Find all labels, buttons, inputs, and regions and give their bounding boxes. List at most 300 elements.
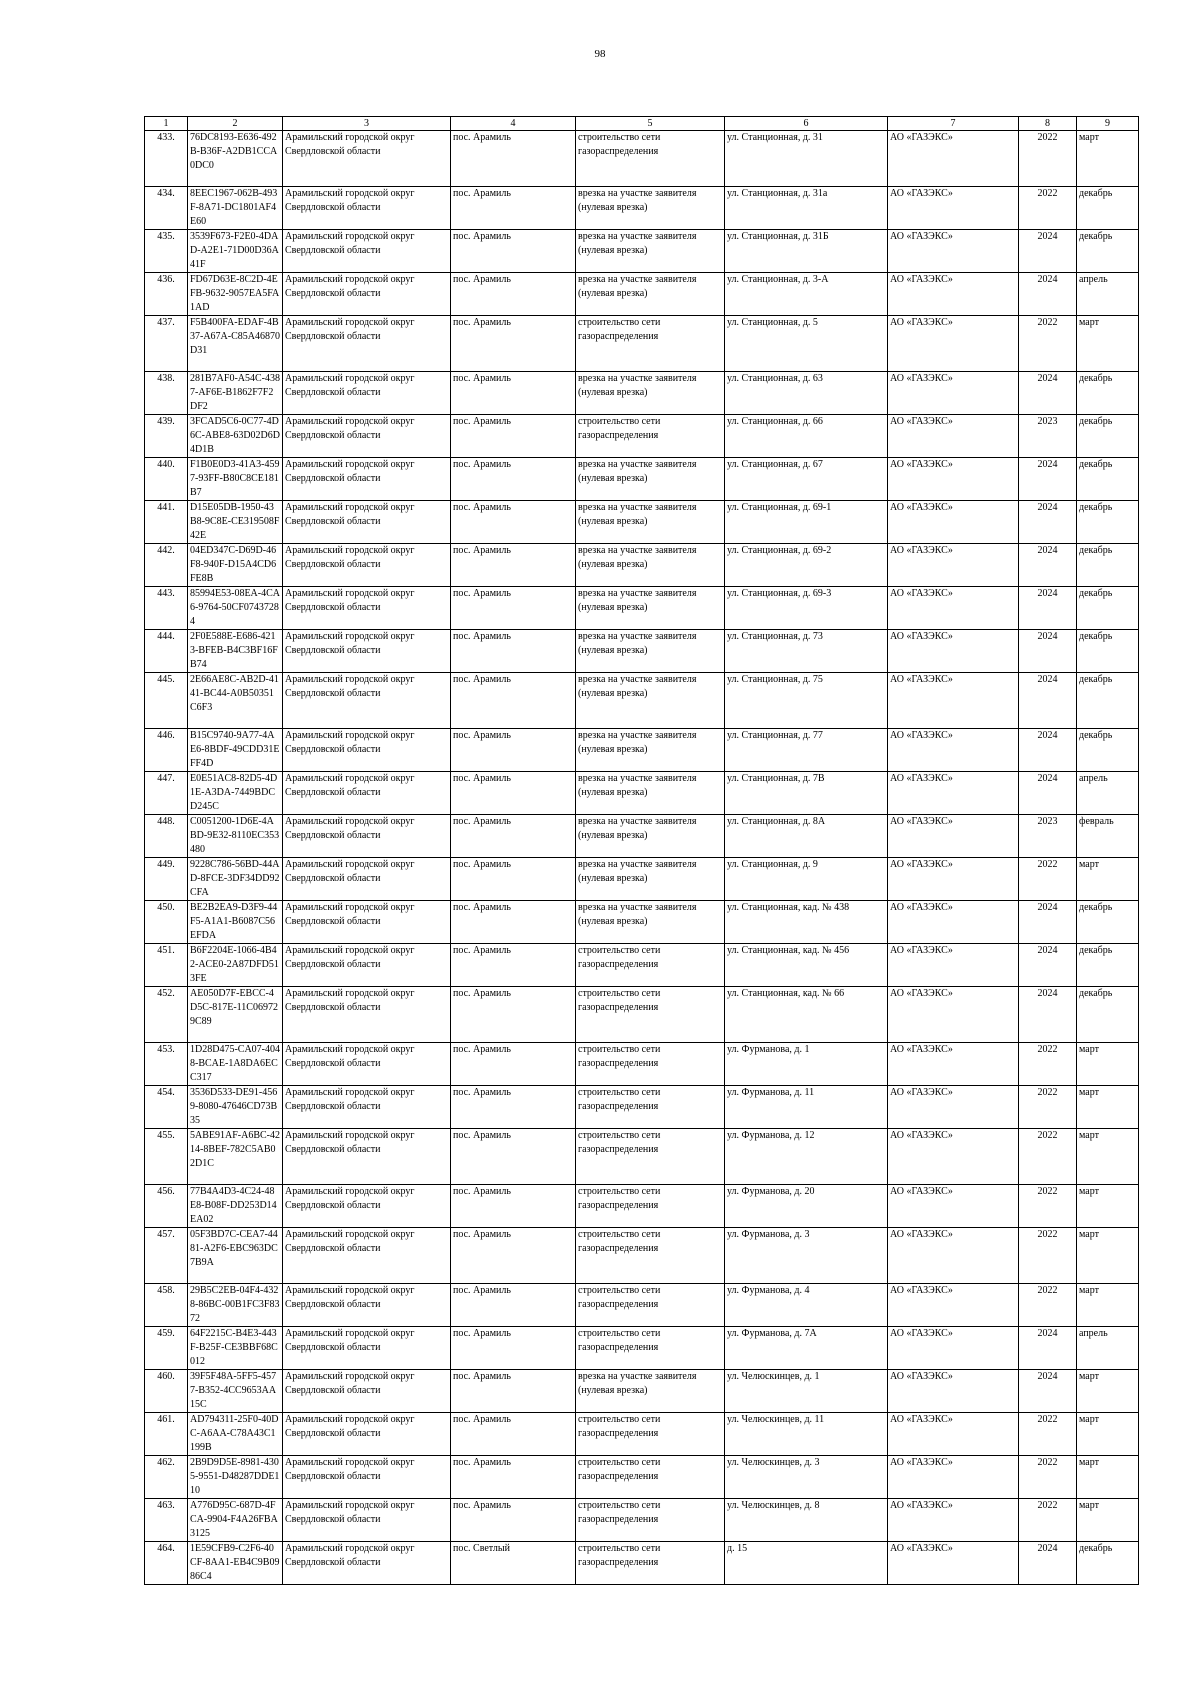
row-id: 76DC8193-E636-492B-B36F-A2DB1CCA0DC0 xyxy=(188,131,283,187)
row-year: 2023 xyxy=(1019,815,1077,858)
row-month: декабрь xyxy=(1077,230,1139,273)
row-month: март xyxy=(1077,1129,1139,1185)
row-month: декабрь xyxy=(1077,1542,1139,1585)
row-month: март xyxy=(1077,1370,1139,1413)
row-settlement: пос. Арамиль xyxy=(451,729,576,772)
row-organization: АО «ГАЗЭКС» xyxy=(888,587,1019,630)
row-address: д. 15 xyxy=(725,1542,888,1585)
table-row xyxy=(145,815,1139,858)
row-organization: АО «ГАЗЭКС» xyxy=(888,729,1019,772)
row-id: AE050D7F-EBCC-4D5C-817E-11C069729C89 xyxy=(188,987,283,1043)
col-header: 2 xyxy=(188,117,283,131)
row-month: март xyxy=(1077,858,1139,901)
col-header: 6 xyxy=(725,117,888,131)
row-id: BE2B2EA9-D3F9-44F5-A1A1-B6087C56EFDA xyxy=(188,901,283,944)
table-row xyxy=(145,987,1139,1043)
row-month: март xyxy=(1077,1185,1139,1228)
row-year: 2022 xyxy=(1019,1086,1077,1129)
row-municipality: Арамильский городской округ Свердловской области xyxy=(283,458,451,501)
row-month: апрель xyxy=(1077,273,1139,316)
table-row xyxy=(145,187,1139,230)
row-number: 463. xyxy=(145,1499,188,1542)
col-header: 1 xyxy=(145,117,188,131)
row-month: март xyxy=(1077,131,1139,187)
row-number: 450. xyxy=(145,901,188,944)
table-row xyxy=(145,458,1139,501)
row-year: 2024 xyxy=(1019,944,1077,987)
row-year: 2024 xyxy=(1019,501,1077,544)
row-month: февраль xyxy=(1077,815,1139,858)
row-id: 2E66AE8C-AB2D-4141-BC44-A0B50351C6F3 xyxy=(188,673,283,729)
row-address: ул. Станционная, д. 67 xyxy=(725,458,888,501)
row-municipality: Арамильский городской округ Свердловской области xyxy=(283,673,451,729)
row-address: ул. Станционная, д. 8А xyxy=(725,815,888,858)
row-municipality: Арамильский городской округ Свердловской области xyxy=(283,729,451,772)
row-number: 456. xyxy=(145,1185,188,1228)
row-work-type: строительство сети газораспределения xyxy=(576,1185,725,1228)
row-settlement: пос. Арамиль xyxy=(451,1370,576,1413)
row-work-type: врезка на участке заявителя (нулевая врезка) xyxy=(576,1370,725,1413)
row-address: ул. Станционная, д. 7В xyxy=(725,772,888,815)
row-work-type: врезка на участке заявителя (нулевая врезка) xyxy=(576,187,725,230)
row-address: ул. Станционная, д. 69-3 xyxy=(725,587,888,630)
row-municipality: Арамильский городской округ Свердловской области xyxy=(283,415,451,458)
row-organization: АО «ГАЗЭКС» xyxy=(888,673,1019,729)
table-row xyxy=(145,1413,1139,1456)
row-id: 1D28D475-CA07-4048-BCAE-1A8DA6ECC317 xyxy=(188,1043,283,1086)
row-settlement: пос. Арамиль xyxy=(451,901,576,944)
row-work-type: строительство сети газораспределения xyxy=(576,1499,725,1542)
row-municipality: Арамильский городской округ Свердловской области xyxy=(283,858,451,901)
row-organization: АО «ГАЗЭКС» xyxy=(888,1456,1019,1499)
row-address: ул. Станционная, д. 69-2 xyxy=(725,544,888,587)
row-organization: АО «ГАЗЭКС» xyxy=(888,630,1019,673)
row-month: декабрь xyxy=(1077,729,1139,772)
table-row xyxy=(145,1456,1139,1499)
row-year: 2024 xyxy=(1019,230,1077,273)
row-organization: АО «ГАЗЭКС» xyxy=(888,944,1019,987)
row-municipality: Арамильский городской округ Свердловской области xyxy=(283,1284,451,1327)
table-row xyxy=(145,1327,1139,1370)
row-address: ул. Станционная, д. 3-А xyxy=(725,273,888,316)
row-work-type: строительство сети газораспределения xyxy=(576,987,725,1043)
row-settlement: пос. Арамиль xyxy=(451,772,576,815)
row-municipality: Арамильский городской округ Свердловской области xyxy=(283,1499,451,1542)
row-settlement: пос. Арамиль xyxy=(451,815,576,858)
row-number: 436. xyxy=(145,273,188,316)
row-id: C0051200-1D6E-4ABD-9E32-8110EC353480 xyxy=(188,815,283,858)
row-organization: АО «ГАЗЭКС» xyxy=(888,1129,1019,1185)
table-row xyxy=(145,1228,1139,1284)
row-year: 2024 xyxy=(1019,544,1077,587)
table-row xyxy=(145,901,1139,944)
col-header: 9 xyxy=(1077,117,1139,131)
table-row xyxy=(145,673,1139,729)
row-municipality: Арамильский городской округ Свердловской области xyxy=(283,1413,451,1456)
row-month: март xyxy=(1077,1228,1139,1284)
row-address: ул. Станционная, д. 5 xyxy=(725,316,888,372)
row-month: декабрь xyxy=(1077,987,1139,1043)
row-municipality: Арамильский городской округ Свердловской области xyxy=(283,944,451,987)
row-work-type: строительство сети газораспределения xyxy=(576,1228,725,1284)
table-row xyxy=(145,1129,1139,1185)
row-organization: АО «ГАЗЭКС» xyxy=(888,131,1019,187)
row-organization: АО «ГАЗЭКС» xyxy=(888,815,1019,858)
row-number: 448. xyxy=(145,815,188,858)
row-municipality: Арамильский городской округ Свердловской области xyxy=(283,544,451,587)
row-id: 3FCAD5C6-0C77-4D6C-ABE8-63D02D6D4D1B xyxy=(188,415,283,458)
row-settlement: пос. Арамиль xyxy=(451,230,576,273)
row-settlement: пос. Арамиль xyxy=(451,1499,576,1542)
row-work-type: врезка на участке заявителя (нулевая врезка) xyxy=(576,901,725,944)
row-municipality: Арамильский городской округ Свердловской области xyxy=(283,131,451,187)
row-settlement: пос. Арамиль xyxy=(451,1413,576,1456)
col-header: 8 xyxy=(1019,117,1077,131)
row-municipality: Арамильский городской округ Свердловской области xyxy=(283,273,451,316)
row-organization: АО «ГАЗЭКС» xyxy=(888,901,1019,944)
row-work-type: врезка на участке заявителя (нулевая врезка) xyxy=(576,772,725,815)
row-settlement: пос. Арамиль xyxy=(451,858,576,901)
row-settlement: пос. Арамиль xyxy=(451,544,576,587)
row-id: 3536D533-DE91-4569-8080-47646CD73B35 xyxy=(188,1086,283,1129)
row-number: 440. xyxy=(145,458,188,501)
row-municipality: Арамильский городской округ Свердловской области xyxy=(283,1327,451,1370)
col-header: 3 xyxy=(283,117,451,131)
table-row xyxy=(145,944,1139,987)
row-work-type: строительство сети газораспределения xyxy=(576,1129,725,1185)
row-organization: АО «ГАЗЭКС» xyxy=(888,372,1019,415)
row-work-type: врезка на участке заявителя (нулевая врезка) xyxy=(576,630,725,673)
row-work-type: врезка на участке заявителя (нулевая врезка) xyxy=(576,673,725,729)
row-month: декабрь xyxy=(1077,544,1139,587)
row-id: 2B9D9D5E-8981-4305-9551-D48287DDE110 xyxy=(188,1456,283,1499)
row-address: ул. Станционная, кад. № 66 xyxy=(725,987,888,1043)
row-work-type: строительство сети газораспределения xyxy=(576,415,725,458)
row-number: 438. xyxy=(145,372,188,415)
row-year: 2022 xyxy=(1019,1456,1077,1499)
row-settlement: пос. Арамиль xyxy=(451,316,576,372)
row-settlement: пос. Арамиль xyxy=(451,673,576,729)
col-header: 4 xyxy=(451,117,576,131)
row-year: 2022 xyxy=(1019,187,1077,230)
row-settlement: пос. Арамиль xyxy=(451,1456,576,1499)
table-row xyxy=(145,415,1139,458)
row-work-type: врезка на участке заявителя (нулевая врезка) xyxy=(576,544,725,587)
row-work-type: строительство сети газораспределения xyxy=(576,1542,725,1585)
row-address: ул. Станционная, д. 69-1 xyxy=(725,501,888,544)
row-year: 2024 xyxy=(1019,1542,1077,1585)
row-organization: АО «ГАЗЭКС» xyxy=(888,772,1019,815)
row-settlement: пос. Арамиль xyxy=(451,501,576,544)
row-settlement: пос. Арамиль xyxy=(451,187,576,230)
row-address: ул. Станционная, д. 75 xyxy=(725,673,888,729)
row-year: 2023 xyxy=(1019,415,1077,458)
row-month: декабрь xyxy=(1077,944,1139,987)
row-number: 452. xyxy=(145,987,188,1043)
row-number: 453. xyxy=(145,1043,188,1086)
row-number: 442. xyxy=(145,544,188,587)
row-id: F5B400FA-EDAF-4B37-A67A-C85A46870D31 xyxy=(188,316,283,372)
row-municipality: Арамильский городской округ Свердловской области xyxy=(283,901,451,944)
row-municipality: Арамильский городской округ Свердловской области xyxy=(283,501,451,544)
row-number: 444. xyxy=(145,630,188,673)
row-address: ул. Фурманова, д. 1 xyxy=(725,1043,888,1086)
row-number: 439. xyxy=(145,415,188,458)
row-id: 8EEC1967-062B-493F-8A71-DC1801AF4E60 xyxy=(188,187,283,230)
row-number: 464. xyxy=(145,1542,188,1585)
row-address: ул. Станционная, д. 31 xyxy=(725,131,888,187)
row-settlement: пос. Арамиль xyxy=(451,1185,576,1228)
row-year: 2024 xyxy=(1019,1327,1077,1370)
row-id: 1E59CFB9-C2F6-40CF-8AA1-EB4C9B0986C4 xyxy=(188,1542,283,1585)
row-work-type: врезка на участке заявителя (нулевая врезка) xyxy=(576,230,725,273)
row-municipality: Арамильский городской округ Свердловской области xyxy=(283,316,451,372)
row-year: 2024 xyxy=(1019,901,1077,944)
row-work-type: врезка на участке заявителя (нулевая врезка) xyxy=(576,587,725,630)
row-address: ул. Станционная, кад. № 438 xyxy=(725,901,888,944)
row-address: ул. Челюскинцев, д. 1 xyxy=(725,1370,888,1413)
table-row xyxy=(145,1370,1139,1413)
col-header: 5 xyxy=(576,117,725,131)
row-year: 2022 xyxy=(1019,316,1077,372)
row-month: март xyxy=(1077,1284,1139,1327)
row-organization: АО «ГАЗЭКС» xyxy=(888,316,1019,372)
table-row xyxy=(145,630,1139,673)
row-year: 2022 xyxy=(1019,131,1077,187)
row-year: 2024 xyxy=(1019,630,1077,673)
row-address: ул. Станционная, д. 77 xyxy=(725,729,888,772)
row-address: ул. Челюскинцев, д. 11 xyxy=(725,1413,888,1456)
row-address: ул. Фурманова, д. 7А xyxy=(725,1327,888,1370)
row-work-type: врезка на участке заявителя (нулевая врезка) xyxy=(576,273,725,316)
row-id: 39F5F48A-5FF5-4577-B352-4CC9653AA15C xyxy=(188,1370,283,1413)
row-month: март xyxy=(1077,1499,1139,1542)
row-month: декабрь xyxy=(1077,901,1139,944)
row-month: декабрь xyxy=(1077,673,1139,729)
row-year: 2022 xyxy=(1019,1129,1077,1185)
row-organization: АО «ГАЗЭКС» xyxy=(888,987,1019,1043)
row-work-type: строительство сети газораспределения xyxy=(576,944,725,987)
table-row xyxy=(145,1542,1139,1585)
row-municipality: Арамильский городской округ Свердловской области xyxy=(283,1086,451,1129)
table-row xyxy=(145,316,1139,372)
row-address: ул. Фурманова, д. 12 xyxy=(725,1129,888,1185)
row-address: ул. Фурманова, д. 11 xyxy=(725,1086,888,1129)
row-municipality: Арамильский городской округ Свердловской области xyxy=(283,1228,451,1284)
row-year: 2022 xyxy=(1019,1043,1077,1086)
row-settlement: пос. Арамиль xyxy=(451,1086,576,1129)
page-number: 98 xyxy=(594,48,606,60)
row-year: 2022 xyxy=(1019,1185,1077,1228)
row-organization: АО «ГАЗЭКС» xyxy=(888,1043,1019,1086)
row-month: декабрь xyxy=(1077,587,1139,630)
row-number: 461. xyxy=(145,1413,188,1456)
row-work-type: врезка на участке заявителя (нулевая врезка) xyxy=(576,501,725,544)
row-organization: АО «ГАЗЭКС» xyxy=(888,1499,1019,1542)
row-year: 2024 xyxy=(1019,458,1077,501)
row-month: март xyxy=(1077,1413,1139,1456)
row-settlement: пос. Арамиль xyxy=(451,1129,576,1185)
row-id: 281B7AF0-A54C-4387-AF6E-B1862F7F2DF2 xyxy=(188,372,283,415)
row-id: 05F3BD7C-CEA7-4481-A2F6-EBC963DC7B9A xyxy=(188,1228,283,1284)
row-id: B6F2204E-1066-4B42-ACE0-2A87DFD513FE xyxy=(188,944,283,987)
row-id: 2F0E588E-E686-4213-BFEB-B4C3BF16FB74 xyxy=(188,630,283,673)
table-row xyxy=(145,501,1139,544)
row-organization: АО «ГАЗЭКС» xyxy=(888,544,1019,587)
row-address: ул. Фурманова, д. 20 xyxy=(725,1185,888,1228)
row-id: 85994E53-08EA-4CA6-9764-50CF07437284 xyxy=(188,587,283,630)
row-municipality: Арамильский городской округ Свердловской области xyxy=(283,1542,451,1585)
row-id: 77B4A4D3-4C24-48E8-B08F-DD253D14EA02 xyxy=(188,1185,283,1228)
table-row xyxy=(145,1043,1139,1086)
table-row xyxy=(145,587,1139,630)
row-municipality: Арамильский городской округ Свердловской области xyxy=(283,1456,451,1499)
table-row xyxy=(145,729,1139,772)
row-municipality: Арамильский городской округ Свердловской области xyxy=(283,587,451,630)
row-organization: АО «ГАЗЭКС» xyxy=(888,858,1019,901)
row-year: 2024 xyxy=(1019,1370,1077,1413)
row-year: 2024 xyxy=(1019,587,1077,630)
row-year: 2024 xyxy=(1019,729,1077,772)
row-year: 2024 xyxy=(1019,372,1077,415)
row-settlement: пос. Арамиль xyxy=(451,1228,576,1284)
table-row xyxy=(145,273,1139,316)
row-number: 449. xyxy=(145,858,188,901)
register-table xyxy=(144,116,1139,1585)
row-number: 435. xyxy=(145,230,188,273)
row-number: 457. xyxy=(145,1228,188,1284)
row-number: 455. xyxy=(145,1129,188,1185)
row-id: A776D95C-687D-4FCA-9904-F4A26FBA3125 xyxy=(188,1499,283,1542)
row-work-type: строительство сети газораспределения xyxy=(576,1327,725,1370)
row-id: FD67D63E-8C2D-4EFB-9632-9057EA5FA1AD xyxy=(188,273,283,316)
row-month: март xyxy=(1077,316,1139,372)
row-work-type: врезка на участке заявителя (нулевая врезка) xyxy=(576,372,725,415)
row-id: 29B5C2EB-04F4-4328-86BC-00B1FC3F8372 xyxy=(188,1284,283,1327)
row-address: ул. Челюскинцев, д. 8 xyxy=(725,1499,888,1542)
row-number: 433. xyxy=(145,131,188,187)
row-year: 2022 xyxy=(1019,1228,1077,1284)
row-address: ул. Станционная, д. 31Б xyxy=(725,230,888,273)
table-row xyxy=(145,230,1139,273)
row-year: 2022 xyxy=(1019,858,1077,901)
row-settlement: пос. Арамиль xyxy=(451,131,576,187)
row-municipality: Арамильский городской округ Свердловской области xyxy=(283,1370,451,1413)
row-year: 2022 xyxy=(1019,1499,1077,1542)
table-row xyxy=(145,1499,1139,1542)
table-row xyxy=(145,131,1139,187)
row-settlement: пос. Светлый xyxy=(451,1542,576,1585)
row-address: ул. Станционная, д. 63 xyxy=(725,372,888,415)
row-work-type: строительство сети газораспределения xyxy=(576,1413,725,1456)
row-year: 2024 xyxy=(1019,772,1077,815)
row-year: 2024 xyxy=(1019,673,1077,729)
row-id: D15E05DB-1950-43B8-9C8E-CE319508F42E xyxy=(188,501,283,544)
row-month: декабрь xyxy=(1077,415,1139,458)
row-organization: АО «ГАЗЭКС» xyxy=(888,273,1019,316)
row-municipality: Арамильский городской округ Свердловской области xyxy=(283,230,451,273)
row-address: ул. Фурманова, д. 4 xyxy=(725,1284,888,1327)
row-settlement: пос. Арамиль xyxy=(451,587,576,630)
row-organization: АО «ГАЗЭКС» xyxy=(888,1370,1019,1413)
row-id: F1B0E0D3-41A3-4597-93FF-B80C8CE181B7 xyxy=(188,458,283,501)
row-number: 451. xyxy=(145,944,188,987)
row-municipality: Арамильский городской округ Свердловской области xyxy=(283,372,451,415)
row-organization: АО «ГАЗЭКС» xyxy=(888,1327,1019,1370)
row-organization: АО «ГАЗЭКС» xyxy=(888,1185,1019,1228)
row-number: 462. xyxy=(145,1456,188,1499)
row-settlement: пос. Арамиль xyxy=(451,372,576,415)
row-number: 447. xyxy=(145,772,188,815)
row-month: март xyxy=(1077,1456,1139,1499)
header-row xyxy=(145,117,1139,131)
row-id: E0E51AC8-82D5-4D1E-A3DA-7449BDCD245C xyxy=(188,772,283,815)
row-work-type: строительство сети газораспределения xyxy=(576,1043,725,1086)
row-number: 459. xyxy=(145,1327,188,1370)
row-year: 2022 xyxy=(1019,1284,1077,1327)
row-id: 5ABE91AF-A6BC-4214-8BEF-782C5AB02D1C xyxy=(188,1129,283,1185)
table-body xyxy=(145,131,1139,1585)
row-municipality: Арамильский городской округ Свердловской области xyxy=(283,1185,451,1228)
row-id: B15C9740-9A77-4AE6-8BDF-49CDD31EFF4D xyxy=(188,729,283,772)
row-organization: АО «ГАЗЭКС» xyxy=(888,458,1019,501)
row-work-type: строительство сети газораспределения xyxy=(576,1284,725,1327)
row-municipality: Арамильский городской округ Свердловской области xyxy=(283,772,451,815)
row-address: ул. Станционная, кад. № 456 xyxy=(725,944,888,987)
row-work-type: строительство сети газораспределения xyxy=(576,1456,725,1499)
row-year: 2022 xyxy=(1019,1413,1077,1456)
row-address: ул. Станционная, д. 66 xyxy=(725,415,888,458)
row-work-type: строительство сети газораспределения xyxy=(576,1086,725,1129)
row-organization: АО «ГАЗЭКС» xyxy=(888,187,1019,230)
row-settlement: пос. Арамиль xyxy=(451,273,576,316)
row-settlement: пос. Арамиль xyxy=(451,944,576,987)
row-municipality: Арамильский городской округ Свердловской области xyxy=(283,187,451,230)
row-municipality: Арамильский городской округ Свердловской области xyxy=(283,630,451,673)
row-month: апрель xyxy=(1077,1327,1139,1370)
table-row xyxy=(145,772,1139,815)
row-id: 64F2215C-B4E3-443F-B25F-CE3BBF68C012 xyxy=(188,1327,283,1370)
row-municipality: Арамильский городской округ Свердловской области xyxy=(283,987,451,1043)
row-work-type: строительство сети газораспределения xyxy=(576,316,725,372)
row-month: декабрь xyxy=(1077,458,1139,501)
table-row xyxy=(145,1086,1139,1129)
row-number: 441. xyxy=(145,501,188,544)
table-row xyxy=(145,1284,1139,1327)
row-month: март xyxy=(1077,1086,1139,1129)
row-work-type: врезка на участке заявителя (нулевая врезка) xyxy=(576,815,725,858)
row-work-type: строительство сети газораспределения xyxy=(576,131,725,187)
row-address: ул. Челюскинцев, д. 3 xyxy=(725,1456,888,1499)
row-settlement: пос. Арамиль xyxy=(451,1043,576,1086)
table-row xyxy=(145,858,1139,901)
table-row xyxy=(145,1185,1139,1228)
row-number: 434. xyxy=(145,187,188,230)
row-settlement: пос. Арамиль xyxy=(451,987,576,1043)
col-header: 7 xyxy=(888,117,1019,131)
row-month: апрель xyxy=(1077,772,1139,815)
row-settlement: пос. Арамиль xyxy=(451,630,576,673)
row-address: ул. Станционная, д. 31а xyxy=(725,187,888,230)
row-settlement: пос. Арамиль xyxy=(451,458,576,501)
row-settlement: пос. Арамиль xyxy=(451,415,576,458)
table-row xyxy=(145,372,1139,415)
row-organization: АО «ГАЗЭКС» xyxy=(888,415,1019,458)
row-id: AD794311-25F0-40DC-A6AA-C78A43C1199B xyxy=(188,1413,283,1456)
row-address: ул. Фурманова, д. 3 xyxy=(725,1228,888,1284)
table-row xyxy=(145,544,1139,587)
row-number: 446. xyxy=(145,729,188,772)
